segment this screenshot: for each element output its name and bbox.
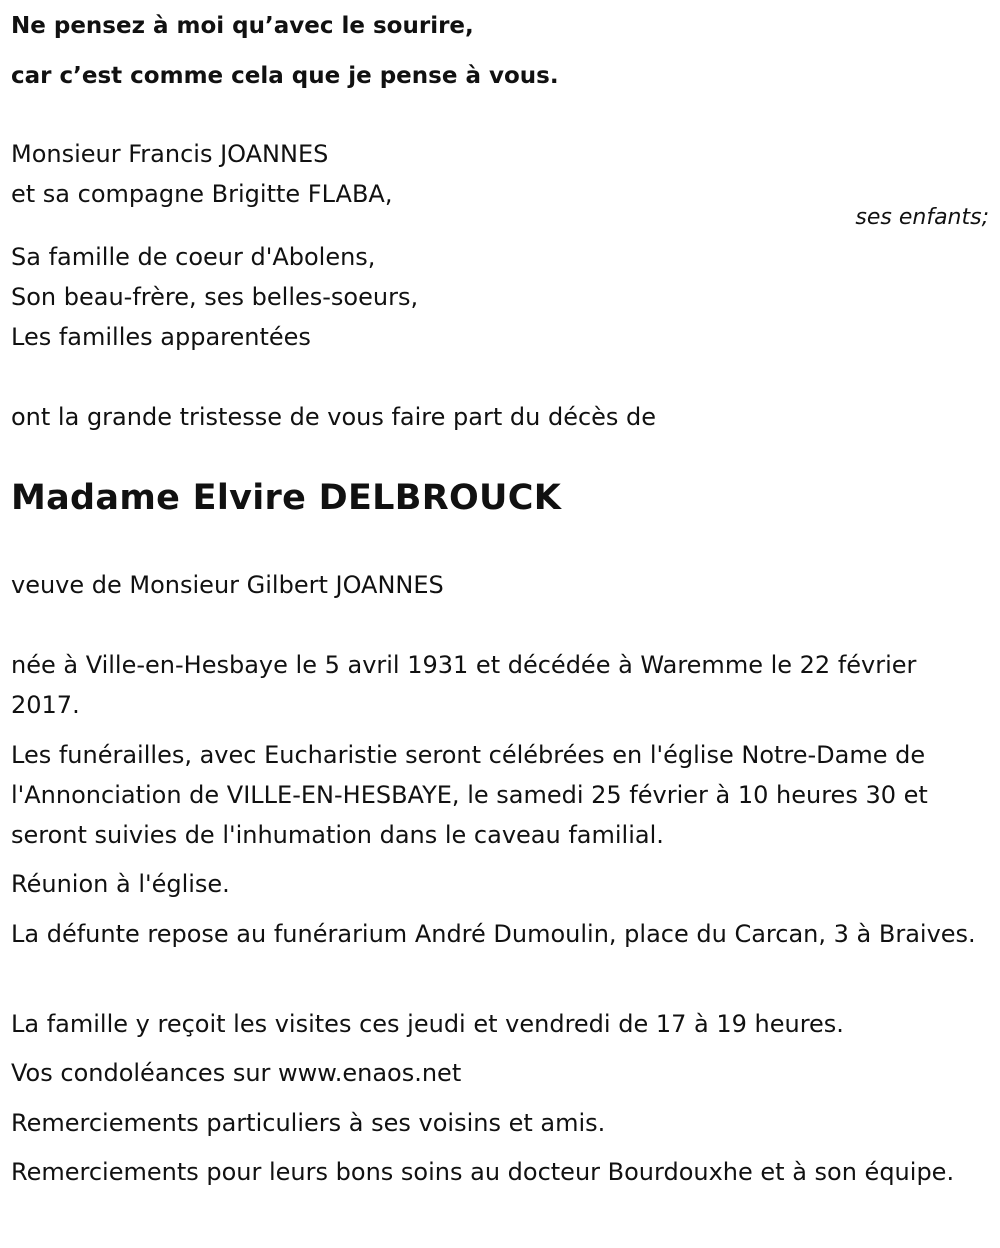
visits-info: La famille y reçoit les visites ces jeudi et vendredi de 17 à 19 heures.: [11, 1010, 844, 1038]
children-line-1: Monsieur Francis JOANNES: [11, 140, 329, 168]
family-line-3: Les familles apparentées: [11, 323, 311, 351]
children-line-2: et sa compagne Brigitte FLABA,: [11, 180, 393, 208]
thanks-neighbours: Remerciements particuliers à ses voisins et amis.: [11, 1109, 606, 1137]
family-line-1: Sa famille de coeur d'Abolens,: [11, 243, 376, 271]
widow-of: veuve de Monsieur Gilbert JOANNES: [11, 571, 444, 599]
deceased-name: Madame Elvire DELBROUCK: [11, 478, 562, 518]
family-line-2: Son beau-frère, ses belles-soeurs,: [11, 283, 419, 311]
rest-info: La défunte repose au funérarium André Dumoulin, place du Carcan, 3 à Braives.: [11, 920, 976, 948]
quote-line-1: Ne pensez à moi qu’avec le sourire,: [11, 13, 474, 39]
quote-line-2: car c’est comme cela que je pense à vous.: [11, 63, 559, 89]
condolences-info: Vos condoléances sur www.enaos.net: [11, 1059, 462, 1087]
thanks-doctor: Remerciements pour leurs bons soins au docteur Bourdouxhe et à son équipe.: [11, 1158, 955, 1186]
announcement: ont la grande tristesse de vous faire part du décès de: [11, 403, 657, 431]
children-relation: ses enfants;: [855, 205, 989, 230]
meeting-info: Réunion à l'église.: [11, 870, 230, 898]
funeral-details: Les funérailles, avec Eucharistie seront célébrées en l'église Notre-Dame de l'Annonciation de VILLE-EN-HESBAYE, le samedi 25 février à 10 heures 30 et seront suivies de l'inhumation dans le caveau familial.: [11, 741, 928, 849]
birth-death: née à Ville-en-Hesbaye le 5 avril 1931 et décédée à Waremme le 22 février 2017.: [11, 651, 917, 719]
